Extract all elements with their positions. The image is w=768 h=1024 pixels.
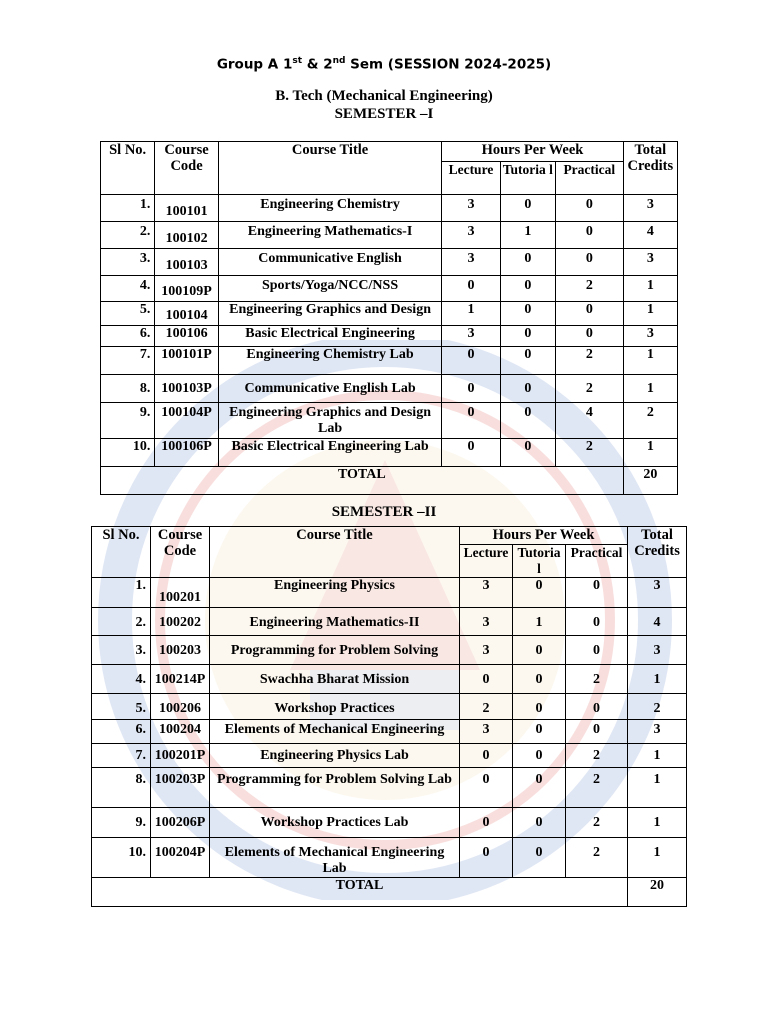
credits: 3 bbox=[628, 636, 687, 665]
course-code: 100104P bbox=[155, 403, 219, 439]
course-row bbox=[101, 276, 678, 302]
lecture-hours: 0 bbox=[460, 768, 513, 808]
practical-hours: 2 bbox=[555, 347, 623, 375]
course-code: 100101 bbox=[155, 195, 219, 222]
course-title: Communicative English bbox=[218, 249, 441, 276]
lecture-hours: 3 bbox=[460, 636, 513, 665]
course-row bbox=[92, 838, 687, 878]
col-title-header: Course Title bbox=[210, 527, 460, 578]
tutorial-hours: 0 bbox=[500, 375, 555, 403]
lecture-hours: 0 bbox=[442, 347, 500, 375]
course-code: 100102 bbox=[155, 222, 219, 249]
course-code: 100204P bbox=[151, 838, 210, 878]
tutorial-hours: 0 bbox=[500, 347, 555, 375]
sl-cell: 2. bbox=[92, 608, 151, 636]
practical-hours: 0 bbox=[555, 222, 623, 249]
credits: 2 bbox=[628, 694, 687, 720]
lecture-hours: 0 bbox=[460, 744, 513, 768]
course-code: 100201 bbox=[151, 578, 210, 608]
total-label: TOTAL bbox=[92, 878, 628, 907]
practical-hours: 0 bbox=[566, 636, 628, 665]
col-sl-header: Sl No. bbox=[101, 142, 155, 195]
credits: 3 bbox=[628, 720, 687, 744]
sl-cell: 6. bbox=[101, 326, 155, 347]
credits: 1 bbox=[628, 768, 687, 808]
col-credits-header: Total Credits bbox=[628, 527, 687, 578]
practical-hours: 2 bbox=[566, 744, 628, 768]
course-title: Basic Electrical Engineering bbox=[218, 326, 441, 347]
course-title: Elements of Mechanical Engineering Lab bbox=[210, 838, 460, 878]
lecture-hours: 3 bbox=[442, 249, 500, 276]
tutorial-hours: 0 bbox=[500, 326, 555, 347]
practical-hours: 0 bbox=[555, 302, 623, 326]
practical-hours: 2 bbox=[566, 838, 628, 878]
lecture-hours: 3 bbox=[460, 720, 513, 744]
course-row bbox=[92, 578, 687, 608]
tutorial-hours: 0 bbox=[500, 276, 555, 302]
lecture-hours: 1 bbox=[442, 302, 500, 326]
tutorial-hours: 0 bbox=[513, 665, 566, 694]
sl-cell: 3. bbox=[101, 249, 155, 276]
course-row bbox=[92, 636, 687, 665]
credits: 4 bbox=[628, 608, 687, 636]
course-code: 100101P bbox=[155, 347, 219, 375]
lecture-hours: 3 bbox=[442, 195, 500, 222]
lecture-hours: 3 bbox=[460, 578, 513, 608]
tutorial-hours: 1 bbox=[513, 608, 566, 636]
col-code-header: Course Code bbox=[151, 527, 210, 578]
course-row bbox=[101, 403, 678, 439]
sl-cell: 8. bbox=[101, 375, 155, 403]
course-title: Elements of Mechanical Engineering bbox=[210, 720, 460, 744]
lecture-hours: 0 bbox=[460, 808, 513, 838]
course-row bbox=[92, 808, 687, 838]
course-row bbox=[101, 439, 678, 467]
sl-cell: 2. bbox=[101, 222, 155, 249]
col-practical-header: Practical bbox=[566, 545, 628, 578]
course-code: 100103 bbox=[155, 249, 219, 276]
col-lecture-header: Lecture bbox=[460, 545, 513, 578]
lecture-hours: 3 bbox=[442, 326, 500, 347]
col-sl-header: Sl No. bbox=[92, 527, 151, 578]
course-row bbox=[92, 720, 687, 744]
practical-hours: 0 bbox=[566, 694, 628, 720]
course-code: 100214P bbox=[151, 665, 210, 694]
sl-cell: 9. bbox=[101, 403, 155, 439]
practical-hours: 2 bbox=[555, 375, 623, 403]
practical-hours: 0 bbox=[566, 608, 628, 636]
credits: 3 bbox=[623, 326, 677, 347]
tutorial-hours: 0 bbox=[513, 768, 566, 808]
col-code-header: Course Code bbox=[155, 142, 219, 195]
tutorial-hours: 0 bbox=[500, 302, 555, 326]
course-row bbox=[92, 608, 687, 636]
col-credits-header: Total Credits bbox=[623, 142, 677, 195]
credits: 1 bbox=[628, 808, 687, 838]
sl-cell: 8. bbox=[92, 768, 151, 808]
tutorial-hours: 0 bbox=[513, 578, 566, 608]
course-row bbox=[101, 249, 678, 276]
practical-hours: 0 bbox=[566, 720, 628, 744]
lecture-hours: 0 bbox=[442, 375, 500, 403]
practical-hours: 2 bbox=[566, 665, 628, 694]
course-code: 100103P bbox=[155, 375, 219, 403]
course-row bbox=[92, 694, 687, 720]
course-row bbox=[101, 195, 678, 222]
col-title-header: Course Title bbox=[218, 142, 441, 195]
tutorial-hours: 0 bbox=[513, 744, 566, 768]
practical-hours: 2 bbox=[566, 768, 628, 808]
total-credits: 20 bbox=[628, 878, 687, 907]
credits: 1 bbox=[623, 302, 677, 326]
tutorial-hours: 0 bbox=[513, 808, 566, 838]
semester-1-table bbox=[100, 141, 678, 495]
practical-hours: 0 bbox=[555, 249, 623, 276]
practical-hours: 4 bbox=[555, 403, 623, 439]
course-code: 100201P bbox=[151, 744, 210, 768]
credits: 1 bbox=[628, 838, 687, 878]
practical-hours: 2 bbox=[555, 276, 623, 302]
course-title: Engineering Mathematics-II bbox=[210, 608, 460, 636]
course-row bbox=[92, 744, 687, 768]
credits: 3 bbox=[623, 195, 677, 222]
course-title: Engineering Graphics and Design Lab bbox=[218, 403, 441, 439]
credits: 3 bbox=[623, 249, 677, 276]
lecture-hours: 3 bbox=[460, 608, 513, 636]
course-title: Engineering Chemistry Lab bbox=[218, 347, 441, 375]
course-title: Basic Electrical Engineering Lab bbox=[218, 439, 441, 467]
course-title: Communicative English Lab bbox=[218, 375, 441, 403]
course-row bbox=[101, 222, 678, 249]
course-row bbox=[101, 375, 678, 403]
sl-cell: 4. bbox=[92, 665, 151, 694]
tutorial-hours: 0 bbox=[513, 636, 566, 665]
lecture-hours: 0 bbox=[460, 838, 513, 878]
credits: 3 bbox=[628, 578, 687, 608]
col-hours-header: Hours Per Week bbox=[442, 142, 623, 162]
course-title: Workshop Practices Lab bbox=[210, 808, 460, 838]
tutorial-hours: 0 bbox=[513, 838, 566, 878]
practical-hours: 0 bbox=[566, 578, 628, 608]
tutorial-hours: 0 bbox=[500, 195, 555, 222]
credits: 1 bbox=[628, 665, 687, 694]
course-code: 100206P bbox=[151, 808, 210, 838]
col-hours-header: Hours Per Week bbox=[460, 527, 628, 545]
practical-hours: 0 bbox=[555, 326, 623, 347]
tutorial-hours: 0 bbox=[513, 720, 566, 744]
sl-cell: 5. bbox=[101, 302, 155, 326]
tutorial-hours: 1 bbox=[500, 222, 555, 249]
sl-cell: 7. bbox=[101, 347, 155, 375]
sl-cell: 7. bbox=[92, 744, 151, 768]
semester-2-heading: SEMESTER –II bbox=[331, 504, 437, 520]
course-code: 100204 bbox=[151, 720, 210, 744]
sl-cell: 1. bbox=[101, 195, 155, 222]
lecture-hours: 2 bbox=[460, 694, 513, 720]
col-tutorial-header: Tutoria l bbox=[513, 545, 566, 578]
practical-hours: 0 bbox=[555, 195, 623, 222]
session-heading: Group A 1st & 2nd Sem (SESSION 2024-2025) bbox=[216, 56, 552, 73]
sl-cell: 6. bbox=[92, 720, 151, 744]
lecture-hours: 0 bbox=[442, 276, 500, 302]
sl-cell: 5. bbox=[92, 694, 151, 720]
course-code: 100106P bbox=[155, 439, 219, 467]
course-row bbox=[101, 326, 678, 347]
credits: 1 bbox=[623, 439, 677, 467]
course-row bbox=[101, 302, 678, 326]
tutorial-hours: 0 bbox=[500, 439, 555, 467]
credits: 1 bbox=[623, 347, 677, 375]
tutorial-hours: 0 bbox=[500, 403, 555, 439]
sl-cell: 10. bbox=[101, 439, 155, 467]
course-code: 100202 bbox=[151, 608, 210, 636]
course-title: Workshop Practices bbox=[210, 694, 460, 720]
credits: 1 bbox=[628, 744, 687, 768]
course-row bbox=[92, 768, 687, 808]
lecture-hours: 0 bbox=[442, 403, 500, 439]
program-heading: B. Tech (Mechanical Engineering) bbox=[275, 88, 493, 104]
course-code: 100109P bbox=[155, 276, 219, 302]
semester-1-heading: SEMESTER –I bbox=[334, 106, 434, 122]
course-row bbox=[101, 347, 678, 375]
lecture-hours: 0 bbox=[442, 439, 500, 467]
col-lecture-header: Lecture bbox=[442, 162, 500, 195]
course-title: Swachha Bharat Mission bbox=[210, 665, 460, 694]
lecture-hours: 0 bbox=[460, 665, 513, 694]
practical-hours: 2 bbox=[555, 439, 623, 467]
course-title: Engineering Chemistry bbox=[218, 195, 441, 222]
sl-cell: 1. bbox=[92, 578, 151, 608]
total-label: TOTAL bbox=[101, 467, 624, 495]
course-title: Engineering Mathematics-I bbox=[218, 222, 441, 249]
credits: 1 bbox=[623, 375, 677, 403]
tutorial-hours: 0 bbox=[500, 249, 555, 276]
col-practical-header: Practical bbox=[555, 162, 623, 195]
tutorial-hours: 0 bbox=[513, 694, 566, 720]
course-row bbox=[92, 665, 687, 694]
course-code: 100203P bbox=[151, 768, 210, 808]
col-tutorial-header: Tutoria l bbox=[500, 162, 555, 195]
course-title: Sports/Yoga/NCC/NSS bbox=[218, 276, 441, 302]
credits: 4 bbox=[623, 222, 677, 249]
practical-hours: 2 bbox=[566, 808, 628, 838]
lecture-hours: 3 bbox=[442, 222, 500, 249]
course-code: 100203 bbox=[151, 636, 210, 665]
total-credits: 20 bbox=[623, 467, 677, 495]
credits: 1 bbox=[623, 276, 677, 302]
sl-cell: 9. bbox=[92, 808, 151, 838]
course-title: Engineering Graphics and Design bbox=[218, 302, 441, 326]
course-code: 100206 bbox=[151, 694, 210, 720]
course-title: Engineering Physics Lab bbox=[210, 744, 460, 768]
sl-cell: 10. bbox=[92, 838, 151, 878]
course-title: Programming for Problem Solving Lab bbox=[210, 768, 460, 808]
course-title: Engineering Physics bbox=[210, 578, 460, 608]
credits: 2 bbox=[623, 403, 677, 439]
course-title: Programming for Problem Solving bbox=[210, 636, 460, 665]
sl-cell: 4. bbox=[101, 276, 155, 302]
sl-cell: 3. bbox=[92, 636, 151, 665]
semester-2-table bbox=[91, 526, 687, 907]
course-code: 100104 bbox=[155, 302, 219, 326]
course-code: 100106 bbox=[155, 326, 219, 347]
